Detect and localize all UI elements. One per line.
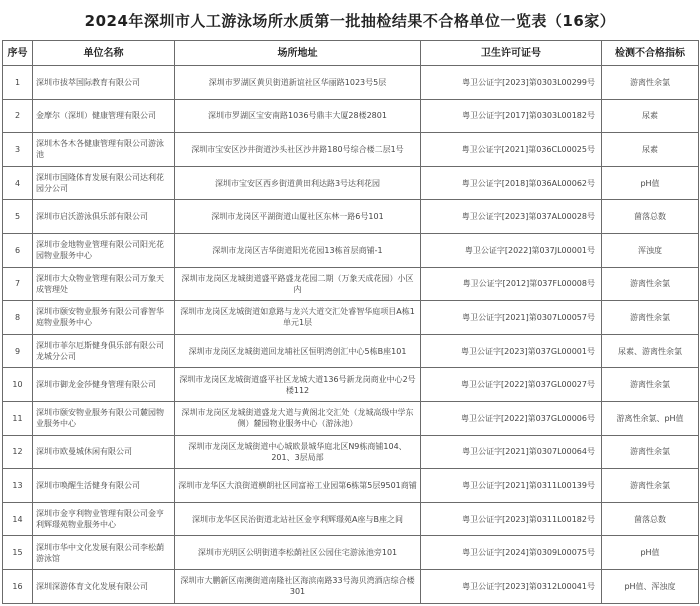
cell-no: 11 [3,401,33,435]
cell-license: 粤卫公证字[2021]第0311L00139号 [421,469,602,503]
cell-failed-item: 游离性余氯 [602,469,699,503]
cell-no: 4 [3,166,33,200]
cell-license: 粤卫公证字[2021]第0307L00064号 [421,435,602,469]
cell-license: 粤卫公证字[2022]第037JL00001号 [421,233,602,267]
table-row [3,502,699,536]
table-row [3,233,699,267]
cell-license: 粤卫公证字[2021]第0307L00057号 [421,301,602,335]
cell-license: 粤卫公证字[2017]第0303L00182号 [421,99,602,133]
cell-license: 粤卫公证字[2018]第036AL00062号 [421,166,602,200]
cell-name: 深圳市菲尔厄斯健身俱乐部有限公司龙城分公司 [33,334,175,368]
cell-name: 深圳市唤醒生活健身有限公司 [33,469,175,503]
cell-license: 粤卫公证字[2023]第0312L00041号 [421,569,602,603]
table-row [3,133,699,167]
table-row [3,536,699,570]
table-row [3,334,699,368]
cell-address: 深圳市龙岗区吉华街道阳光花园13栋首层商铺-1 [175,233,421,267]
cell-no: 3 [3,133,33,167]
cell-license: 粤卫公证字[2023]第037AL00028号 [421,200,602,234]
cell-license: 粤卫公证字[2022]第037GL00006号 [421,401,602,435]
cell-failed-item: 浑浊度 [602,233,699,267]
cell-no: 5 [3,200,33,234]
cell-name: 深圳市启沃游泳俱乐部有限公司 [33,200,175,234]
cell-failed-item: 尿素 [602,133,699,167]
cell-name: 深圳市金地物业管理有限公司阳光花园物业服务中心 [33,233,175,267]
cell-address: 深圳市宝安区西乡街道黄田利达路3号达利花园 [175,166,421,200]
cell-no: 2 [3,99,33,133]
cell-no: 8 [3,301,33,335]
cell-no: 15 [3,536,33,570]
table-row [3,200,699,234]
cell-name: 深圳木各木各健康管理有限公司游泳池 [33,133,175,167]
cell-failed-item: 菌落总数 [602,200,699,234]
cell-address: 深圳市龙华区民治街道北站社区金亨利辉璟苑A座与B座之间 [175,502,421,536]
cell-name: 深圳市华中文化发展有限公司李松蓢游泳馆 [33,536,175,570]
results-table [2,40,699,604]
cell-failed-item: 游离性余氯 [602,267,699,301]
table-row [3,99,699,133]
table-row [3,401,699,435]
cell-license: 粤卫公证字[2023]第0311L00182号 [421,502,602,536]
cell-no: 6 [3,233,33,267]
header-license: 卫生许可证号 [421,41,602,66]
cell-failed-item: 游离性余氯 [602,66,699,100]
cell-address: 深圳市龙岗区龙城街道回龙埔社区恒明湾创汇中心5栋B座101 [175,334,421,368]
cell-failed-item: 菌落总数 [602,502,699,536]
cell-name: 深圳市拔萃国际教育有限公司 [33,66,175,100]
cell-name: 深圳市大众物业管理有限公司万象天成管理处 [33,267,175,301]
cell-address: 深圳市大鹏新区南澳街道南隆社区海滨南路33号海贝湾酒店综合楼301 [175,569,421,603]
table-row [3,66,699,100]
cell-failed-item: 尿素 [602,99,699,133]
cell-no: 1 [3,66,33,100]
cell-address: 深圳市龙岗区平湖街道山厦社区东林一路6号101 [175,200,421,234]
page-title: 2024年深圳市人工游泳场所水质第一批抽检结果不合格单位一览表（16家） [84,11,616,30]
table-row [3,435,699,469]
cell-name: 深圳市金亨利物业管理有限公司金亨利辉璟苑物业服务中心 [33,502,175,536]
table-row [3,166,699,200]
cell-name: 深圳市颐安物业服务有限公司麓园物业服务中心 [33,401,175,435]
cell-no: 16 [3,569,33,603]
cell-license: 粤卫公证字[2023]第037GL00001号 [421,334,602,368]
cell-no: 13 [3,469,33,503]
cell-failed-item: 游离性余氯、pH值 [602,401,699,435]
table-row [3,368,699,402]
cell-failed-item: 游离性余氯 [602,301,699,335]
cell-address: 深圳市罗湖区宝安南路1036号鼎丰大厦28楼2801 [175,99,421,133]
cell-no: 14 [3,502,33,536]
cell-no: 7 [3,267,33,301]
cell-no: 12 [3,435,33,469]
cell-name: 深圳市御龙金莎健身管理有限公司 [33,368,175,402]
cell-name: 深圳深游体育文化发展有限公司 [33,569,175,603]
table-row [3,569,699,603]
cell-failed-item: pH值、浑浊度 [602,569,699,603]
cell-name: 深圳市颐安物业服务有限公司睿智华庭物业服务中心 [33,301,175,335]
header-name: 单位名称 [33,41,175,66]
cell-failed-item: pH值 [602,166,699,200]
cell-license: 粤卫公证字[2024]第0309L00075号 [421,536,602,570]
cell-failed-item: pH值 [602,536,699,570]
table-header-row [3,41,699,66]
cell-address: 深圳市龙岗区龙城街道盛平社区龙城大道136号新龙岗商业中心2号楼112 [175,368,421,402]
cell-address: 深圳市龙华区大浪街道横朗社区同富裕工业园第6栋第5层9501商铺 [175,469,421,503]
cell-license: 粤卫公证字[2023]第0303L00299号 [421,66,602,100]
table-row [3,469,699,503]
cell-license: 粤卫公证字[2012]第037FL00008号 [421,267,602,301]
cell-failed-item: 游离性余氯 [602,368,699,402]
header-address: 场所地址 [175,41,421,66]
cell-name: 深圳市国隆体育发展有限公司达利花园分公司 [33,166,175,200]
cell-address: 深圳市光明区公明街道李松蓢社区公园住宅游泳池旁101 [175,536,421,570]
cell-address: 深圳市龙岗区龙城街道中心城欧景城华庭北区N9栋商铺104、201、3层局部 [175,435,421,469]
cell-address: 深圳市罗湖区黄贝街道新谊社区华丽路1023号5层 [175,66,421,100]
cell-no: 9 [3,334,33,368]
table-row [3,301,699,335]
cell-name: 金摩尔（深圳）健康管理有限公司 [33,99,175,133]
table-row [3,267,699,301]
cell-license: 粤卫公证字[2022]第037GL00027号 [421,368,602,402]
header-failed-item: 检测不合格指标 [602,41,699,66]
cell-failed-item: 尿素、游离性余氯 [602,334,699,368]
cell-address: 深圳市龙岗区龙城街道如意路与龙兴大道交汇处睿智华庭项目A栋1单元1层 [175,301,421,335]
cell-license: 粤卫公证字[2021]第036CL00025号 [421,133,602,167]
cell-address: 深圳市宝安区沙井街道沙头社区沙井路180号综合楼二层1号 [175,133,421,167]
cell-failed-item: 游离性余氯 [602,435,699,469]
cell-no: 10 [3,368,33,402]
cell-name: 深圳市欧曼城休闲有限公司 [33,435,175,469]
cell-address: 深圳市龙岗区龙城街道盛龙大道与黄阁北交汇处（龙城高级中学东侧）麓园物业服务中心（游泳池） [175,401,421,435]
cell-address: 深圳市龙岗区龙城街道盛平路盛龙花园二期（万象天成花园）小区内 [175,267,421,301]
header-no: 序号 [3,41,33,66]
